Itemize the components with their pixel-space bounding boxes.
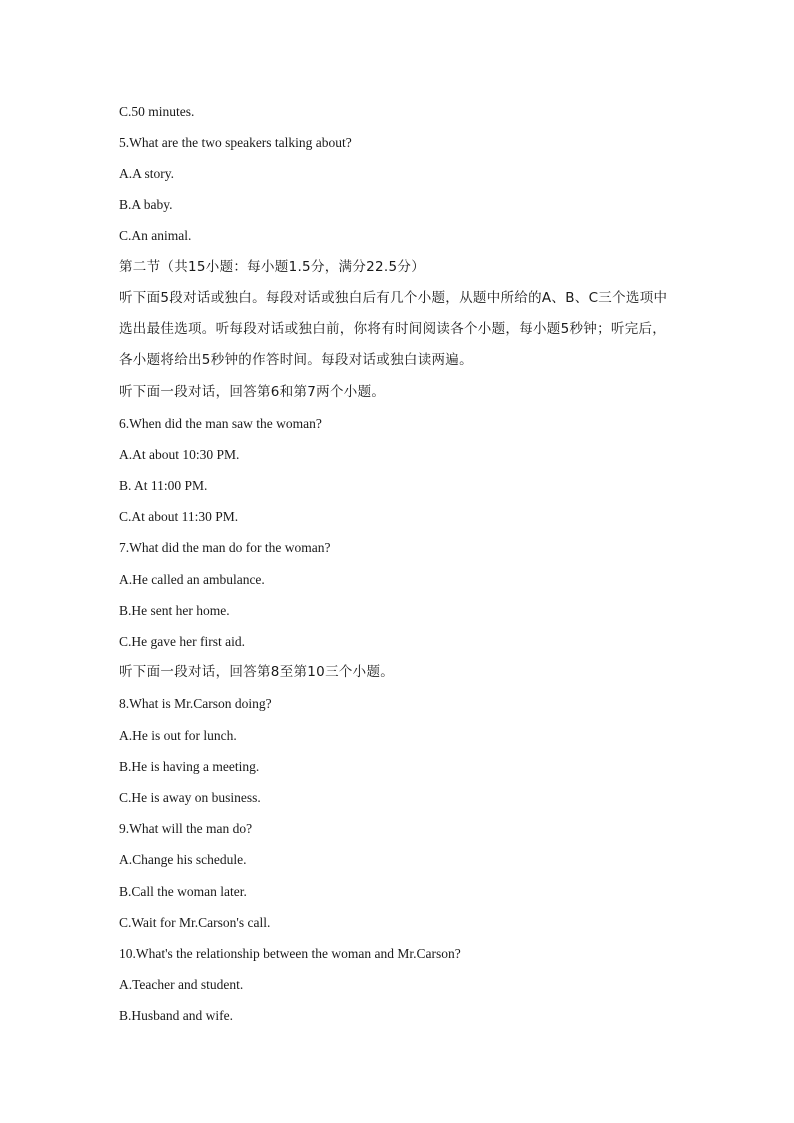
question-line: 9.What will the man do? (119, 821, 253, 836)
dialogue-instruction: 听下面一段对话，回答第6和第7两个小题。 (119, 384, 386, 400)
question-line: 6.When did the man saw the woman? (119, 416, 322, 431)
question-line: 5.What are the two speakers talking about? (119, 135, 352, 150)
dialogue-instruction: 听下面一段对话，回答第8至第10三个小题。 (119, 664, 395, 680)
option-line: A.A story. (119, 166, 175, 181)
instruction-line: 各小题将给出5秒钟的作答时间。每段对话或独白读两遍。 (119, 352, 473, 368)
option-line: B.Husband and wife. (119, 1008, 233, 1023)
instruction-line: 选出最佳选项。听每段对话或独白前，你将有时间阅读各个小题，每小题5秒钟；听完后， (119, 321, 667, 337)
option-line: C.Wait for Mr.Carson's call. (119, 915, 271, 930)
option-line: B. At 11:00 PM. (119, 478, 208, 493)
option-line: C.An animal. (119, 228, 192, 243)
option-line: C.He is away on business. (119, 790, 261, 805)
option-line: C.50 minutes. (119, 104, 195, 119)
question-line: 7.What did the man do for the woman? (119, 540, 331, 555)
option-line: B.He sent her home. (119, 603, 230, 618)
option-line: B.A baby. (119, 197, 173, 212)
section-heading: 第二节（共15小题：每小题1.5分，满分22.5分） (119, 259, 426, 275)
option-line: A.He called an ambulance. (119, 572, 265, 587)
option-line: A.He is out for lunch. (119, 728, 237, 743)
option-line: C.He gave her first aid. (119, 634, 245, 649)
option-line: C.At about 11:30 PM. (119, 509, 239, 524)
option-line: A.Change his schedule. (119, 852, 247, 867)
option-line: A.At about 10:30 PM. (119, 447, 240, 462)
option-line: B.Call the woman later. (119, 884, 247, 899)
question-line: 8.What is Mr.Carson doing? (119, 696, 272, 711)
instruction-line: 听下面5段对话或独白。每段对话或独白后有几个小题，从题中所给的A、B、C三个选项中 (119, 290, 668, 306)
option-line: B.He is having a meeting. (119, 759, 260, 774)
option-line: A.Teacher and student. (119, 977, 244, 992)
question-line: 10.What's the relationship between the woman and Mr.Carson? (119, 946, 461, 961)
